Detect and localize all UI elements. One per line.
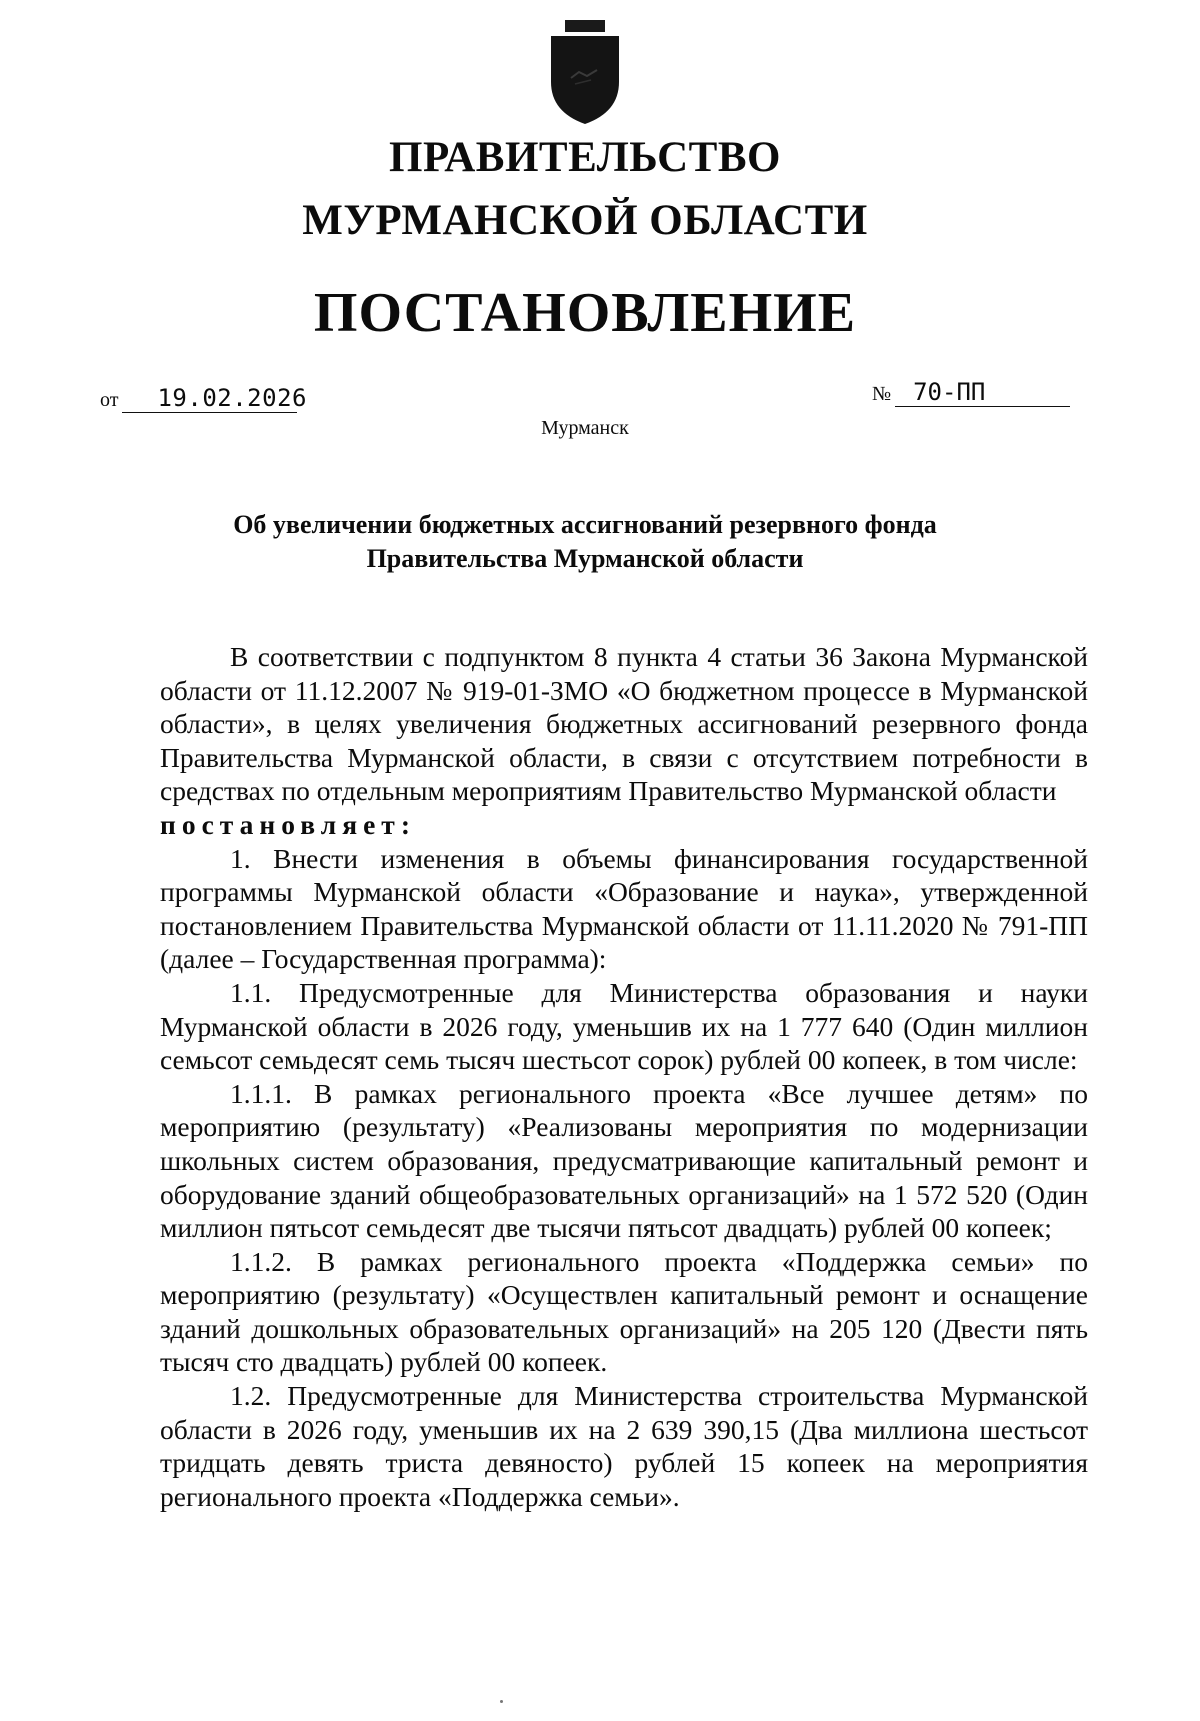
subject-line2: Правительства Мурманской области: [366, 544, 804, 573]
document-type-title: ПОСТАНОВЛЕНИЕ: [313, 282, 857, 344]
subject-line1: Об увеличении бюджетных ассигнований резервного фонда: [233, 510, 937, 539]
government-name-line1: ПРАВИТЕЛЬСТВО: [389, 134, 781, 181]
item-1-1-paragraph: 1.1. Предусмотренные для Министерства образования и науки Мурманской области в 2026 году, уменьшив их на 1 777 640 (Один миллион семьсот семьдесят семь тысяч шестьсот сорок) рублей 00 копеек, в том числе:: [160, 976, 1088, 1076]
government-name-line2: МУРМАНСКОЙ ОБЛАСТИ: [302, 197, 868, 244]
date-prefix: от: [100, 389, 119, 411]
item-1-1-1-paragraph: 1.1.1. В рамках регионального проекта «Все лучшее детям» по мероприятию (результату) «Реализованы мероприятия по модернизации школьных систем образования, предусматривающие капитальный ремонт и оборудование зданий общеобразовательных организаций» на 1 572 520 (Один миллион пятьсот семьдесят две тысячи пятьсот двадцать) рублей 00 копеек;: [160, 1077, 1088, 1244]
document-date: [100, 384, 307, 413]
item-1-2-paragraph: 1.2. Предусмотренные для Министерства строительства Мурманской области в 2026 году, уменьшив их на 2 639 390,15 (Два миллиона шестьсот тридцать девять триста девяносто) рублей 15 копеек на мероприятия регионального проекта «Поддержка семьи».: [160, 1380, 1088, 1512]
preamble-text: В соответствии с подпунктом 8 пункта 4 статьи 36 Закона Мурманской области от 11.12.2007 № 919-01-ЗМО «О бюджетном процессе в Мурманской области», в целях увеличения бюджетных ассигнований резервного фонда Правительства Мурманской области, в связи с отсутствием потребности в средствах по отдельным мероприятиям Правительство Мурманской области: [160, 641, 1088, 807]
number-prefix: №: [872, 383, 892, 405]
scan-speck: [500, 1700, 503, 1703]
document-number: [872, 378, 1070, 407]
decree-paragraph: [160, 808, 1088, 842]
number-value: 70-ПП: [895, 378, 1070, 407]
decree-word: постановляет:: [160, 808, 416, 840]
city-name: Мурманск: [541, 417, 629, 439]
item-1-paragraph: 1. Внести изменения в объемы финансирования государственной программы Мурманской области «Образование и наука», утвержденной постановлением Правительства Мурманской области от 11.11.2020 № 791-ПП (далее – Государственная программа):: [160, 842, 1088, 975]
date-value: 19.02.2026: [122, 384, 297, 413]
document-body: [160, 640, 1088, 1513]
preamble-paragraph: [160, 640, 1088, 808]
document-subject: [0, 508, 1170, 576]
item-1-1-2-paragraph: 1.1.2. В рамках регионального проекта «Поддержка семьи» по мероприятию (результату) «Осуществлен капитальный ремонт и оснащение зданий дошкольных образовательных организаций» на 205 120 (Двести пять тысяч сто двадцать) рублей 00 копеек.: [160, 1245, 1088, 1378]
coat-of-arms-icon: [545, 20, 625, 126]
